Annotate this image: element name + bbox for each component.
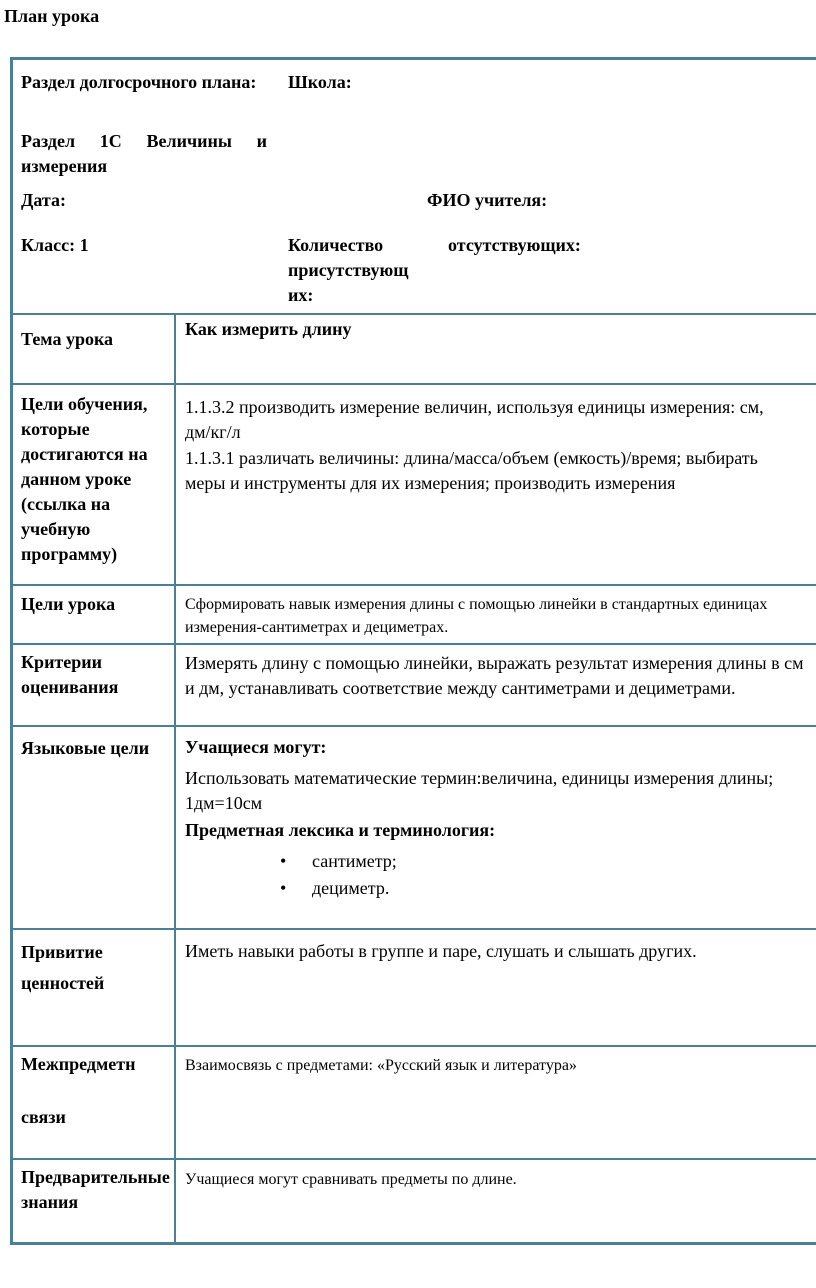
attendance-present-label-2: присутствующ [288,260,409,280]
attendance-present-label-3: их: [288,285,314,305]
prior-label: Предварительные знания [21,1167,170,1212]
section-value-word: 1С [99,131,122,151]
vocab-list [280,848,397,902]
topic-label: Тема урока [21,329,114,349]
vocab-heading: Предметная лексика и терминология: [185,820,496,840]
vocab-item: • сантиметр; [280,848,397,875]
prior-value: Учащиеся могут сравнивать предметы по длине. [185,1171,517,1188]
values-label: Привитие ценностей [21,942,105,993]
lesson-goals-label: Цели урока [21,594,116,614]
section-value-line2: измерения [21,156,108,176]
column-divider [174,314,176,1245]
section-value-word: Раздел [21,131,76,151]
teacher-label: ФИО учителя: [427,190,548,210]
vocab-item: • дециметр. [280,875,397,902]
cross-label: Межпредметн [21,1054,136,1074]
row-divider [10,1158,816,1160]
row-divider [10,383,816,385]
row-divider [10,313,816,315]
cross-value: Взаимосвязь с предметами: «Русский язык и литература» [185,1057,577,1074]
language-text: Использовать математические термин:величина, единицы измерения длины; 1дм=10см [185,768,774,813]
values-value: Иметь навыки работы в группе и паре, слушать и слышать других. [185,941,697,961]
section-value-word: и [256,131,267,151]
section-label: Раздел долгосрочного плана: [21,72,257,92]
row-divider [10,928,816,930]
criteria-value: Измерять длину с помощью линейки, выражать результат измерения длины в см и дм, устанавливать соответствие между сантиметрами и дециметрами. [185,653,804,698]
school-label: Школа: [288,72,352,92]
cross-label-2: связи [21,1107,66,1127]
class-label: Класс: 1 [21,235,89,255]
row-divider [10,725,816,727]
attendance-absent-label: отсутствующих: [448,235,581,255]
row-divider [10,584,816,586]
attendance-present-label: Количество [288,235,384,255]
students-can-heading: Учащиеся могут: [185,737,327,757]
learning-objective-item: 1.1.3.2 производить измерение величин, используя единицы измерения: см, дм/кг/л [185,397,764,442]
page-title: План урока [4,6,100,26]
section-value-word: Величины [146,131,232,151]
row-divider [10,1045,816,1047]
section-value [21,129,267,154]
language-label: Языковые цели [21,738,150,758]
learning-objective-item: 1.1.3.1 различать величины: длина/масса/объем (емкость)/время; выбирать меры и инструменты для их измерения; производить измерения [185,448,758,493]
criteria-label: Критерии оценивания [21,652,119,697]
lesson-goals-value: Сформировать навык измерения длины с помощью линейки в стандартных единицах измерения-сантиметрах и дециметрах. [185,596,768,636]
learning-objectives-label: Цели обучения, которые достигаются на данном уроке (ссылка на учебную программу) [21,394,148,564]
topic-value: Как измерить длину [185,319,352,339]
row-divider [10,643,816,645]
date-label: Дата: [21,190,66,210]
